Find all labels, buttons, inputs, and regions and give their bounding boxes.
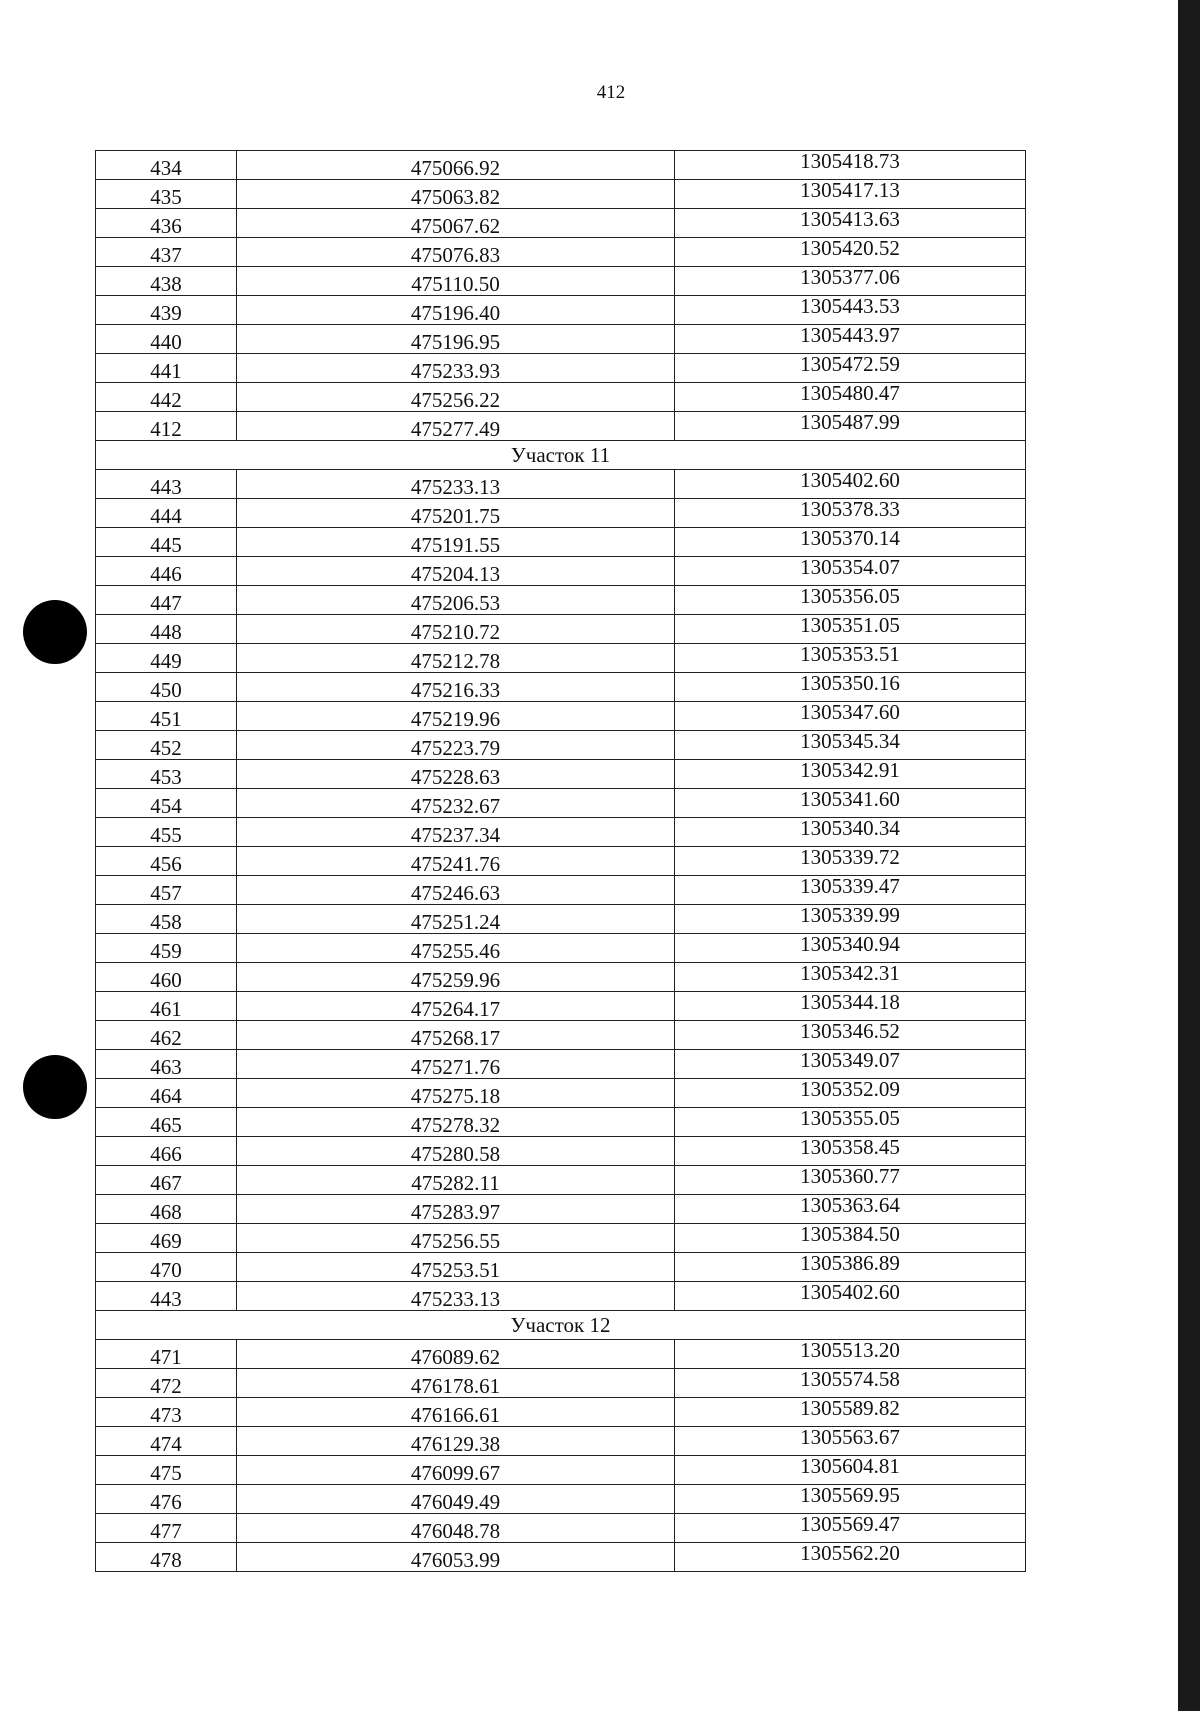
table-row [96, 847, 1026, 876]
y-coordinate-cell: 1305480.47 [675, 383, 1026, 412]
x-coordinate-cell: 475232.67 [237, 789, 675, 818]
y-coordinate-cell: 1305378.33 [675, 499, 1026, 528]
y-coordinate-cell: 1305341.60 [675, 789, 1026, 818]
table-row [96, 615, 1026, 644]
table-row [96, 267, 1026, 296]
point-number-cell: 466 [96, 1137, 237, 1166]
table-row [96, 1485, 1026, 1514]
table-row [96, 383, 1026, 412]
table-row [96, 1253, 1026, 1282]
x-coordinate-cell: 475196.40 [237, 296, 675, 325]
point-number-cell: 448 [96, 615, 237, 644]
table-row [96, 1021, 1026, 1050]
y-coordinate-cell: 1305487.99 [675, 412, 1026, 441]
table-row [96, 1427, 1026, 1456]
y-coordinate-cell: 1305370.14 [675, 528, 1026, 557]
point-number-cell: 478 [96, 1543, 237, 1572]
x-coordinate-cell: 476048.78 [237, 1514, 675, 1543]
table-row [96, 1543, 1026, 1572]
point-number-cell: 467 [96, 1166, 237, 1195]
y-coordinate-cell: 1305352.09 [675, 1079, 1026, 1108]
y-coordinate-cell: 1305358.45 [675, 1137, 1026, 1166]
x-coordinate-cell: 476178.61 [237, 1369, 675, 1398]
point-number-cell: 470 [96, 1253, 237, 1282]
point-number-cell: 412 [96, 412, 237, 441]
y-coordinate-cell: 1305569.95 [675, 1485, 1026, 1514]
y-coordinate-cell: 1305589.82 [675, 1398, 1026, 1427]
y-coordinate-cell: 1305386.89 [675, 1253, 1026, 1282]
table-row [96, 1456, 1026, 1485]
y-coordinate-cell: 1305443.53 [675, 296, 1026, 325]
x-coordinate-cell: 475246.63 [237, 876, 675, 905]
table-row [96, 325, 1026, 354]
point-number-cell: 468 [96, 1195, 237, 1224]
x-coordinate-cell: 475277.49 [237, 412, 675, 441]
y-coordinate-cell: 1305604.81 [675, 1456, 1026, 1485]
point-number-cell: 459 [96, 934, 237, 963]
point-number-cell: 439 [96, 296, 237, 325]
section-header-row [96, 1311, 1026, 1340]
table-row [96, 151, 1026, 180]
page-number: 412 [596, 82, 626, 103]
y-coordinate-cell: 1305417.13 [675, 180, 1026, 209]
table-row [96, 1195, 1026, 1224]
point-number-cell: 477 [96, 1514, 237, 1543]
x-coordinate-cell: 475233.13 [237, 470, 675, 499]
point-number-cell: 471 [96, 1340, 237, 1369]
table-row [96, 1398, 1026, 1427]
y-coordinate-cell: 1305384.50 [675, 1224, 1026, 1253]
x-coordinate-cell: 475241.76 [237, 847, 675, 876]
point-number-cell: 465 [96, 1108, 237, 1137]
point-number-cell: 460 [96, 963, 237, 992]
table-row [96, 934, 1026, 963]
point-number-cell: 451 [96, 702, 237, 731]
table-row [96, 673, 1026, 702]
x-coordinate-cell: 475219.96 [237, 702, 675, 731]
x-coordinate-cell: 475283.97 [237, 1195, 675, 1224]
table-row [96, 1369, 1026, 1398]
table-row [96, 180, 1026, 209]
table-row [96, 412, 1026, 441]
point-number-cell: 476 [96, 1485, 237, 1514]
y-coordinate-cell: 1305563.67 [675, 1427, 1026, 1456]
y-coordinate-cell: 1305355.05 [675, 1108, 1026, 1137]
x-coordinate-cell: 475253.51 [237, 1253, 675, 1282]
y-coordinate-cell: 1305346.52 [675, 1021, 1026, 1050]
table-row [96, 1514, 1026, 1543]
page-edge [1178, 0, 1200, 1711]
point-number-cell: 442 [96, 383, 237, 412]
y-coordinate-cell: 1305347.60 [675, 702, 1026, 731]
point-number-cell: 440 [96, 325, 237, 354]
y-coordinate-cell: 1305360.77 [675, 1166, 1026, 1195]
x-coordinate-cell: 475228.63 [237, 760, 675, 789]
table-row [96, 1282, 1026, 1311]
y-coordinate-cell: 1305349.07 [675, 1050, 1026, 1079]
y-coordinate-cell: 1305344.18 [675, 992, 1026, 1021]
point-number-cell: 437 [96, 238, 237, 267]
table-row [96, 1108, 1026, 1137]
x-coordinate-cell: 475223.79 [237, 731, 675, 760]
x-coordinate-cell: 475201.75 [237, 499, 675, 528]
y-coordinate-cell: 1305402.60 [675, 1282, 1026, 1311]
x-coordinate-cell: 475233.13 [237, 1282, 675, 1311]
x-coordinate-cell: 475271.76 [237, 1050, 675, 1079]
y-coordinate-cell: 1305342.91 [675, 760, 1026, 789]
x-coordinate-cell: 475204.13 [237, 557, 675, 586]
y-coordinate-cell: 1305350.16 [675, 673, 1026, 702]
x-coordinate-cell: 475278.32 [237, 1108, 675, 1137]
point-number-cell: 444 [96, 499, 237, 528]
y-coordinate-cell: 1305420.52 [675, 238, 1026, 267]
y-coordinate-cell: 1305356.05 [675, 586, 1026, 615]
point-number-cell: 435 [96, 180, 237, 209]
coordinates-table [95, 150, 1026, 1572]
point-number-cell: 475 [96, 1456, 237, 1485]
x-coordinate-cell: 475255.46 [237, 934, 675, 963]
x-coordinate-cell: 475206.53 [237, 586, 675, 615]
point-number-cell: 436 [96, 209, 237, 238]
point-number-cell: 455 [96, 818, 237, 847]
table-row [96, 789, 1026, 818]
point-number-cell: 438 [96, 267, 237, 296]
table-row [96, 1224, 1026, 1253]
point-number-cell: 446 [96, 557, 237, 586]
point-number-cell: 463 [96, 1050, 237, 1079]
y-coordinate-cell: 1305339.47 [675, 876, 1026, 905]
point-number-cell: 443 [96, 470, 237, 499]
point-number-cell: 461 [96, 992, 237, 1021]
table-row [96, 731, 1026, 760]
x-coordinate-cell: 475066.92 [237, 151, 675, 180]
y-coordinate-cell: 1305413.63 [675, 209, 1026, 238]
table-row [96, 470, 1026, 499]
section-title: Участок 12 [96, 1311, 1026, 1340]
table-row [96, 528, 1026, 557]
section-header-row [96, 441, 1026, 470]
y-coordinate-cell: 1305574.58 [675, 1369, 1026, 1398]
x-coordinate-cell: 475264.17 [237, 992, 675, 1021]
x-coordinate-cell: 476166.61 [237, 1398, 675, 1427]
table-row [96, 1340, 1026, 1369]
table-row [96, 992, 1026, 1021]
y-coordinate-cell: 1305472.59 [675, 354, 1026, 383]
x-coordinate-cell: 475191.55 [237, 528, 675, 557]
x-coordinate-cell: 475268.17 [237, 1021, 675, 1050]
point-number-cell: 458 [96, 905, 237, 934]
point-number-cell: 453 [96, 760, 237, 789]
table-row [96, 1050, 1026, 1079]
y-coordinate-cell: 1305363.64 [675, 1195, 1026, 1224]
point-number-cell: 456 [96, 847, 237, 876]
x-coordinate-cell: 476129.38 [237, 1427, 675, 1456]
x-coordinate-cell: 475256.55 [237, 1224, 675, 1253]
table-row [96, 702, 1026, 731]
table-row [96, 963, 1026, 992]
x-coordinate-cell: 475110.50 [237, 267, 675, 296]
table-row [96, 876, 1026, 905]
table-row [96, 354, 1026, 383]
x-coordinate-cell: 475212.78 [237, 644, 675, 673]
table-row [96, 296, 1026, 325]
y-coordinate-cell: 1305339.99 [675, 905, 1026, 934]
table-row [96, 557, 1026, 586]
table-row [96, 209, 1026, 238]
point-number-cell: 445 [96, 528, 237, 557]
y-coordinate-cell: 1305351.05 [675, 615, 1026, 644]
x-coordinate-cell: 475259.96 [237, 963, 675, 992]
y-coordinate-cell: 1305340.34 [675, 818, 1026, 847]
x-coordinate-cell: 476089.62 [237, 1340, 675, 1369]
x-coordinate-cell: 475256.22 [237, 383, 675, 412]
y-coordinate-cell: 1305339.72 [675, 847, 1026, 876]
y-coordinate-cell: 1305340.94 [675, 934, 1026, 963]
x-coordinate-cell: 475251.24 [237, 905, 675, 934]
y-coordinate-cell: 1305345.34 [675, 731, 1026, 760]
point-number-cell: 473 [96, 1398, 237, 1427]
y-coordinate-cell: 1305402.60 [675, 470, 1026, 499]
x-coordinate-cell: 476099.67 [237, 1456, 675, 1485]
point-number-cell: 443 [96, 1282, 237, 1311]
coordinates-table-body [96, 151, 1026, 1572]
point-number-cell: 454 [96, 789, 237, 818]
y-coordinate-cell: 1305562.20 [675, 1543, 1026, 1572]
y-coordinate-cell: 1305353.51 [675, 644, 1026, 673]
x-coordinate-cell: 475275.18 [237, 1079, 675, 1108]
table-row [96, 818, 1026, 847]
table-row [96, 1137, 1026, 1166]
point-number-cell: 469 [96, 1224, 237, 1253]
y-coordinate-cell: 1305354.07 [675, 557, 1026, 586]
point-number-cell: 472 [96, 1369, 237, 1398]
point-number-cell: 464 [96, 1079, 237, 1108]
table-row [96, 586, 1026, 615]
x-coordinate-cell: 476053.99 [237, 1543, 675, 1572]
point-number-cell: 450 [96, 673, 237, 702]
y-coordinate-cell: 1305377.06 [675, 267, 1026, 296]
point-number-cell: 474 [96, 1427, 237, 1456]
x-coordinate-cell: 475237.34 [237, 818, 675, 847]
x-coordinate-cell: 476049.49 [237, 1485, 675, 1514]
y-coordinate-cell: 1305569.47 [675, 1514, 1026, 1543]
x-coordinate-cell: 475282.11 [237, 1166, 675, 1195]
x-coordinate-cell: 475216.33 [237, 673, 675, 702]
point-number-cell: 449 [96, 644, 237, 673]
x-coordinate-cell: 475210.72 [237, 615, 675, 644]
x-coordinate-cell: 475196.95 [237, 325, 675, 354]
table-row [96, 1166, 1026, 1195]
point-number-cell: 462 [96, 1021, 237, 1050]
section-title: Участок 11 [96, 441, 1026, 470]
y-coordinate-cell: 1305342.31 [675, 963, 1026, 992]
table-row [96, 499, 1026, 528]
point-number-cell: 434 [96, 151, 237, 180]
point-number-cell: 452 [96, 731, 237, 760]
y-coordinate-cell: 1305418.73 [675, 151, 1026, 180]
table-row [96, 644, 1026, 673]
table-row [96, 905, 1026, 934]
table-row [96, 1079, 1026, 1108]
x-coordinate-cell: 475067.62 [237, 209, 675, 238]
point-number-cell: 447 [96, 586, 237, 615]
x-coordinate-cell: 475280.58 [237, 1137, 675, 1166]
punch-hole-bottom [23, 1055, 87, 1119]
table-row [96, 238, 1026, 267]
x-coordinate-cell: 475076.83 [237, 238, 675, 267]
table-row [96, 760, 1026, 789]
y-coordinate-cell: 1305443.97 [675, 325, 1026, 354]
point-number-cell: 441 [96, 354, 237, 383]
punch-hole-top [23, 600, 87, 664]
point-number-cell: 457 [96, 876, 237, 905]
y-coordinate-cell: 1305513.20 [675, 1340, 1026, 1369]
x-coordinate-cell: 475233.93 [237, 354, 675, 383]
x-coordinate-cell: 475063.82 [237, 180, 675, 209]
